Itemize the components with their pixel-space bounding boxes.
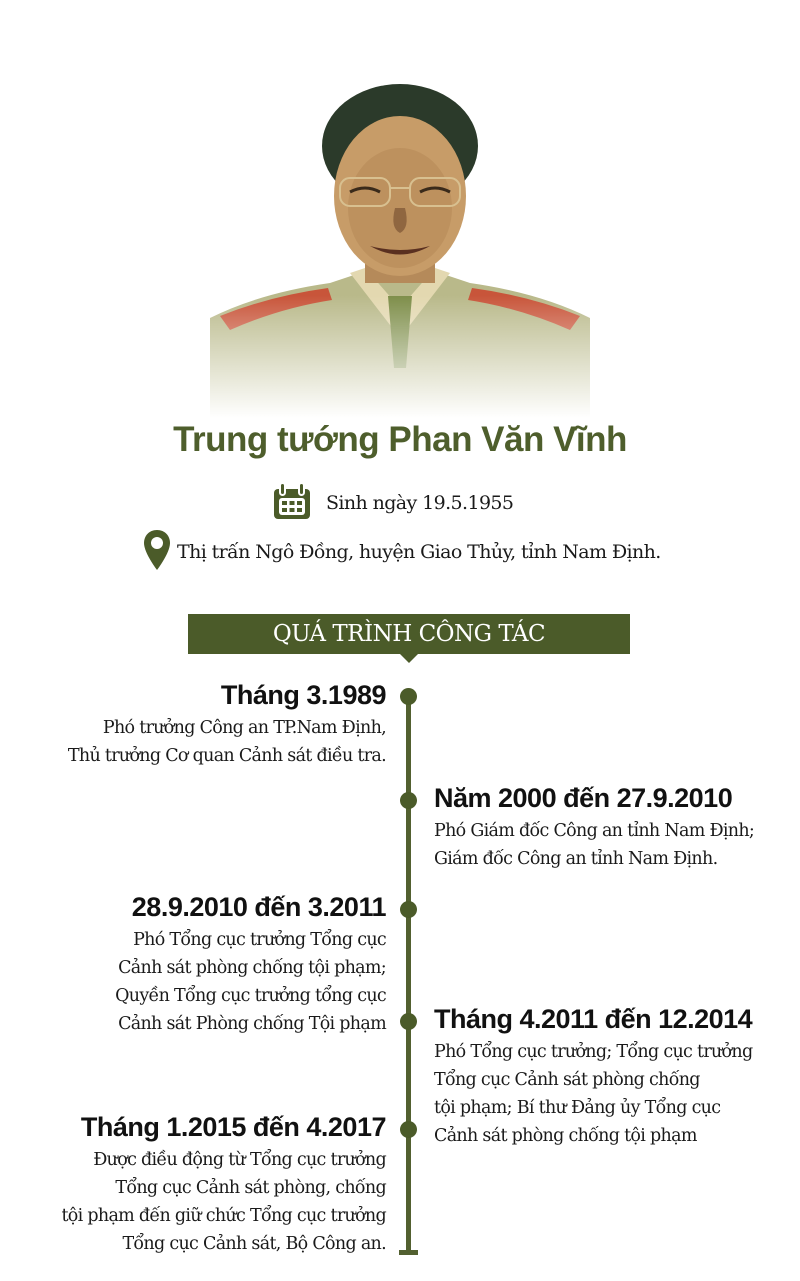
entry-description (434, 817, 754, 873)
entry-description (434, 1038, 752, 1150)
entry-line: Phó Tổng cục trưởng Tổng cục (133, 930, 386, 950)
entry-line: tội phạm đến giữ chức Tổng cục trưởng (61, 1206, 386, 1226)
section-header (188, 614, 630, 654)
entry-line: Tổng cục Cảnh sát phòng chống (434, 1070, 700, 1090)
entry-description (61, 1146, 386, 1258)
entry-line: Cảnh sát Phòng chống Tội phạm (118, 1014, 386, 1034)
calendar-icon (272, 481, 312, 525)
timeline-line (406, 696, 411, 1254)
timeline-entry (115, 892, 386, 1038)
birthplace-text: Thị trấn Ngô Đồng, huyện Giao Thủy, tỉnh Nam Định. (177, 541, 661, 563)
timeline-entry (434, 1004, 752, 1150)
birthplace-row (143, 530, 661, 574)
entry-line: Cảnh sát phòng chống tội phạm (434, 1126, 697, 1146)
birth-date-row (272, 482, 513, 524)
timeline-dot (400, 688, 417, 705)
entry-line: Thủ trưởng Cơ quan Cảnh sát điều tra. (67, 746, 386, 766)
person-name: Trung tướng Phan Văn Vĩnh (173, 420, 627, 459)
entry-description (115, 926, 386, 1038)
entry-line: Giám đốc Công an tỉnh Nam Định. (434, 849, 718, 869)
timeline-entry (68, 680, 386, 770)
entry-period: 28.9.2010 đến 3.2011 (131, 892, 386, 922)
timeline-dot (400, 792, 417, 809)
entry-line: Tổng cục Cảnh sát phòng, chống (115, 1178, 386, 1198)
entry-line: Tổng cục Cảnh sát, Bộ Công an. (122, 1234, 386, 1254)
entry-line: Phó Tổng cục trưởng; Tổng cục trưởng (434, 1042, 753, 1062)
timeline-dot (400, 901, 417, 918)
section-header-arrow (400, 654, 418, 663)
entry-line: Được điều động từ Tổng cục trưởng (93, 1150, 386, 1170)
entry-line: Phó Giám đốc Công an tỉnh Nam Định; (434, 821, 755, 841)
timeline-end-cap (399, 1250, 418, 1255)
portrait-image (200, 68, 600, 418)
section-title: QUÁ TRÌNH CÔNG TÁC (272, 621, 546, 647)
entry-line: Phó trưởng Công an TP.Nam Định, (102, 718, 386, 738)
portrait-illustration (200, 68, 600, 418)
birth-date-text: Sinh ngày 19.5.1955 (326, 492, 514, 514)
entry-line: Cảnh sát phòng chống tội phạm; (118, 958, 386, 978)
map-pin-icon (143, 529, 171, 575)
entry-period: Tháng 3.1989 (220, 680, 386, 710)
entry-description (68, 714, 386, 770)
timeline-dot (400, 1121, 417, 1138)
timeline-entry (434, 783, 754, 873)
entry-line: tội phạm; Bí thư Đảng ủy Tổng cục (434, 1098, 721, 1118)
entry-period: Tháng 4.2011 đến 12.2014 (434, 1004, 753, 1034)
timeline-entry (61, 1112, 386, 1258)
entry-period: Tháng 1.2015 đến 4.2017 (80, 1112, 386, 1142)
entry-line: Quyền Tổng cục trưởng tổng cục (115, 986, 386, 1006)
entry-period: Năm 2000 đến 27.9.2010 (434, 783, 733, 813)
timeline-dot (400, 1013, 417, 1030)
